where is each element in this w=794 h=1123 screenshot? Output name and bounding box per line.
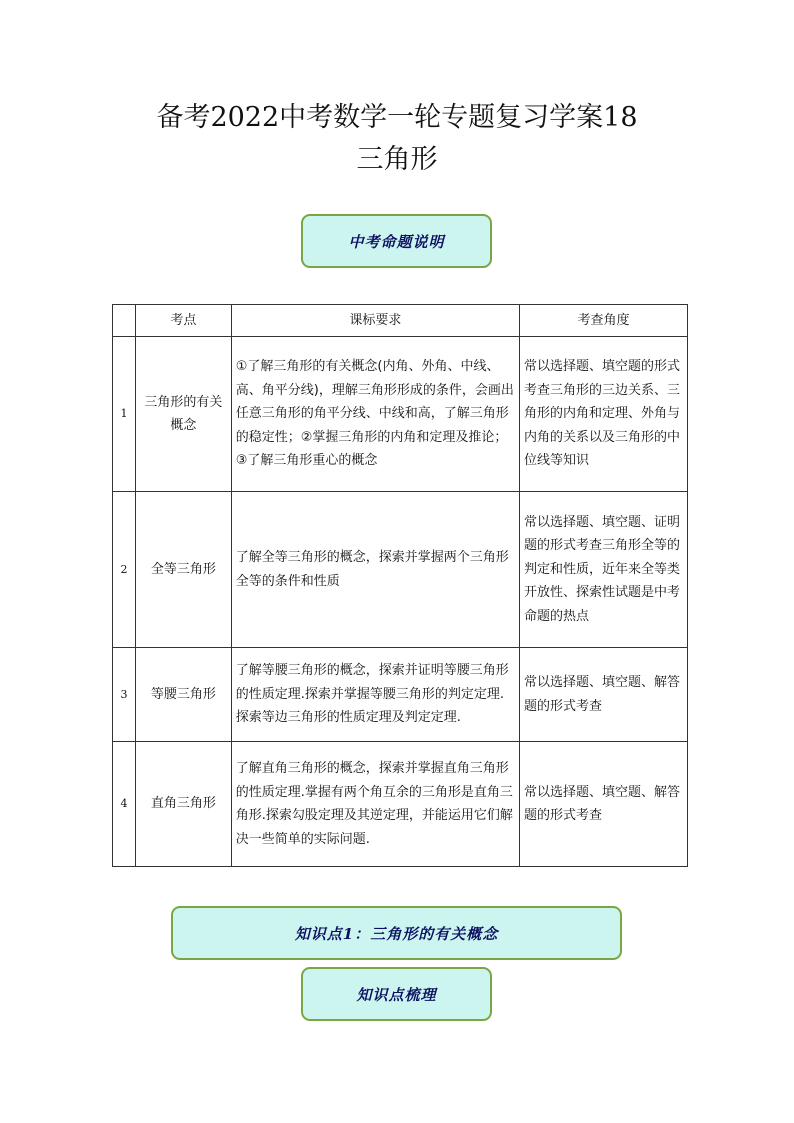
table-row — [113, 337, 688, 492]
header-angle: 考查角度 — [520, 305, 688, 337]
row-angle: 常以选择题、填空题的形式考查三角形的三边关系、三角形的内角和定理、外角与内角的关系以及三角形的中位线等知识 — [520, 337, 688, 492]
row-topic: 直角三角形 — [135, 742, 231, 867]
document-title: 备考2022中考数学一轮专题复习学案18 — [156, 102, 638, 133]
exam-intro-banner: 中考命题说明 — [301, 214, 492, 268]
exam-spec-table — [112, 304, 688, 867]
header-topic: 考点 — [135, 305, 231, 337]
row-topic: 三角形的有关概念 — [135, 337, 231, 492]
row-requirement: ①了解三角形的有关概念(内角、外角、中线、高、角平分线)，理解三角形形成的条件，会画出任意三角形的角平分线、中线和高，了解三角形的稳定性；②掌握三角形的内角和定理及推论；③了解三角形重心的概念 — [231, 337, 519, 492]
row-num: 3 — [113, 648, 136, 742]
header-num — [113, 305, 136, 337]
table-row — [113, 492, 688, 648]
row-requirement: 了解等腰三角形的概念，探索并证明等腰三角形的性质定理.探索并掌握等腰三角形的判定定理.探索等边三角形的性质定理及判定定理. — [231, 648, 519, 742]
row-num: 2 — [113, 492, 136, 648]
row-angle: 常以选择题、填空题、证明题的形式考查三角形全等的判定和性质，近年来全等类开放性、探索性试题是中考命题的热点 — [520, 492, 688, 648]
document-subtitle: 三角形 — [356, 144, 438, 175]
row-topic: 等腰三角形 — [135, 648, 231, 742]
row-topic: 全等三角形 — [135, 492, 231, 648]
table-row — [113, 648, 688, 742]
knowledge-point-1-banner: 知识点1：三角形的有关概念 — [171, 906, 622, 960]
row-requirement: 了解全等三角形的概念，探索并掌握两个三角形全等的条件和性质 — [231, 492, 519, 648]
table-row — [113, 742, 688, 867]
knowledge-review-banner: 知识点梳理 — [301, 967, 492, 1021]
row-num: 1 — [113, 337, 136, 492]
row-num: 4 — [113, 742, 136, 867]
row-angle: 常以选择题、填空题、解答题的形式考查 — [520, 648, 688, 742]
header-requirement: 课标要求 — [231, 305, 519, 337]
row-requirement: 了解直角三角形的概念，探索并掌握直角三角形的性质定理.掌握有两个角互余的三角形是直角三角形.探索勾股定理及其逆定理，并能运用它们解决一些简单的实际问题. — [231, 742, 519, 867]
table-header-row — [113, 305, 688, 337]
row-angle: 常以选择题、填空题、解答题的形式考查 — [520, 742, 688, 867]
